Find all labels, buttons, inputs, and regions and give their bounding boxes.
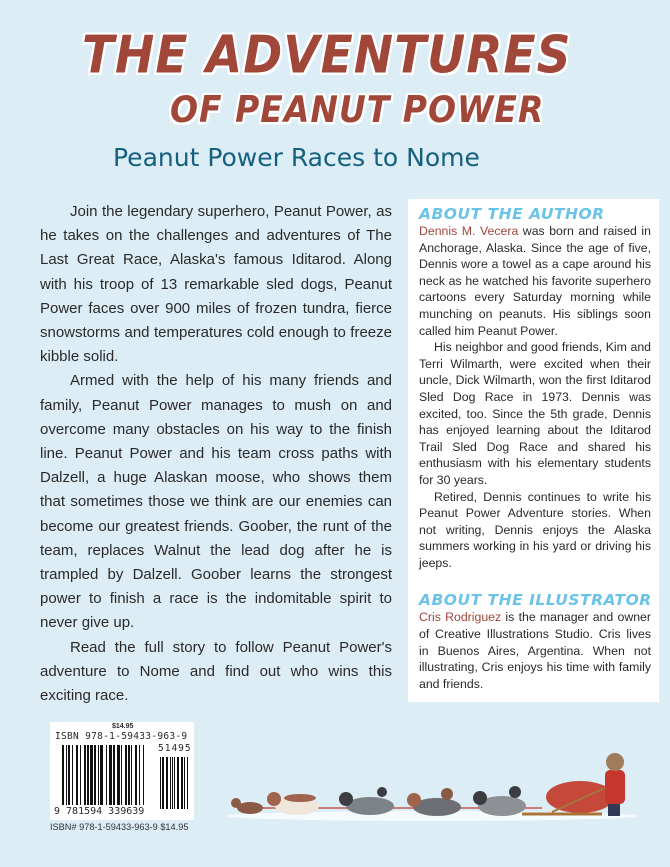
blurb-paragraph: Read the full story to follow Peanut Power's adventure to Nome and find out who wins this exciting race.: [40, 638, 392, 705]
illustrator-bio: [419, 609, 651, 692]
barcode-bar: [94, 745, 96, 805]
barcode-addon-bar: [170, 757, 171, 809]
left-column: [40, 200, 392, 832]
book-title-line-2: OF PEANUT POWER: [170, 88, 545, 131]
illustrator-bio-text: is the manager and owner of Creative Illustrations Studio. Cris lives in Buenos Aires, Argentina. When not illustrating, Cris enjoys his time with family and friends.: [419, 610, 651, 691]
book-title-line-1: THE ADVENTURES: [82, 25, 572, 86]
barcode-bar: [80, 745, 81, 805]
musher-icon: [605, 753, 625, 816]
barcode-bar: [113, 745, 115, 805]
barcode-addon-bar: [184, 757, 185, 809]
barcode-bar: [90, 745, 93, 805]
barcode-addon-bar: [162, 757, 164, 809]
barcode-bar: [109, 745, 112, 805]
barcode-bar: [121, 745, 122, 805]
barcode-bar: [135, 745, 137, 805]
author-bio-p3: Retired, Dennis continues to write his Peanut Power Adventure stories. When not writing, Dennis enjoys the Alaska summers working in his yard or driving his jeeps.: [419, 489, 651, 570]
blurb-paragraph: Armed with the help of his many friends and family, Peanut Power manages to mush on and overcome many obstacles on his way to the finish line. Peanut Power and his team cross paths with Dalzell, a huge Alaskan moose, who shows them that sometimes those we think are our enemies can become our greatest friends. Goober, the runt of the team, replaces Walnut the lead dog after he is trampled by Dalzell. Goober learns the strongest power to finish a race is the indomitable spirit to never give up.: [40, 372, 392, 632]
barcode-bar: [128, 745, 130, 805]
barcode-addon-bar: [181, 757, 183, 809]
author-bio-text: was born and raised in Anchorage, Alaska. Since the age of five, Dennis wore a towel as a cape around his neck as he watched his favorite superhero cartoons every Saturday morning while munching on peanuts. His siblings soon called him Peanut Power.: [419, 224, 651, 338]
barcode-addon-bar: [172, 757, 173, 809]
blurb-paragraph: Join the legendary superhero, Peanut Power, as he takes on the challenges and adventures of The Last Great Race, Alaska's famous Iditarod. Along with his troop of 13 remarkable sled dogs, Peanut Power faces over 900 miles of frozen tundra, fierce snowstorms and temperatures cold enough to freeze kibble solid.: [40, 203, 392, 366]
dog-icon: [231, 798, 263, 814]
barcode-addon-bar: [174, 757, 175, 809]
sled-dog-team-illustration: [222, 742, 642, 842]
sled-icon: [522, 781, 614, 814]
author-bio-p2: His neighbor and good friends, Kim and Terri Wilmarth, were excited when their uncle, Dick Wilmarth, won the first Iditarod Sled Dog Race in 1973. Dennis was excited, too. Since the 5th grade, Dennis has enjoyed learning about the Iditarod Trail Sled Dog Race and shared his enthusiasm with his elementary students for 30 years.: [419, 340, 651, 487]
isbn-barcode: [50, 722, 194, 820]
barcode-bar: [143, 745, 144, 805]
about-author-heading: ABOUT THE AUTHOR: [419, 205, 605, 223]
about-illustrator-heading: ABOUT THE ILLUSTRATOR: [419, 591, 652, 610]
barcode-price: $14.95: [112, 723, 134, 731]
barcode-bar: [84, 745, 86, 805]
barcode-addon-bar: [187, 757, 188, 809]
barcode-isbn: ISBN 978-1-59433-963-9: [55, 731, 188, 743]
barcode-bar: [66, 745, 67, 805]
isbn-price-line: ISBN# 978-1-59433-963-9 $14.95: [50, 822, 189, 833]
barcode-bar: [100, 745, 103, 805]
barcode-addon-number: 51495: [158, 743, 192, 755]
barcode-bar: [87, 745, 89, 805]
barcode-bar: [76, 745, 78, 805]
barcode-bar: [131, 745, 132, 805]
barcode-bar: [106, 745, 107, 805]
barcode-bar: [98, 745, 99, 805]
barcode-digits: 9 781594 339639: [54, 806, 145, 818]
barcode-addon-bar: [177, 757, 179, 809]
dog-icon: [339, 787, 394, 815]
book-blurb: [40, 200, 392, 708]
barcode-bar: [62, 745, 64, 805]
barcode-bar: [68, 745, 70, 805]
barcode-addon-bar: [160, 757, 161, 809]
barcode-bar: [139, 745, 140, 805]
barcode-bar: [125, 745, 127, 805]
author-bio-p1: [419, 223, 651, 339]
barcode-addon-bar: [166, 757, 168, 809]
barcode-bar: [117, 745, 120, 805]
dog-icon: [267, 792, 319, 815]
barcode-bar: [72, 745, 73, 805]
book-subtitle: Peanut Power Races to Nome: [113, 143, 480, 172]
illustrator-name: Cris Rodriguez: [419, 610, 502, 625]
author-name: Dennis M. Vecera: [419, 224, 519, 238]
about-box: [408, 199, 659, 702]
